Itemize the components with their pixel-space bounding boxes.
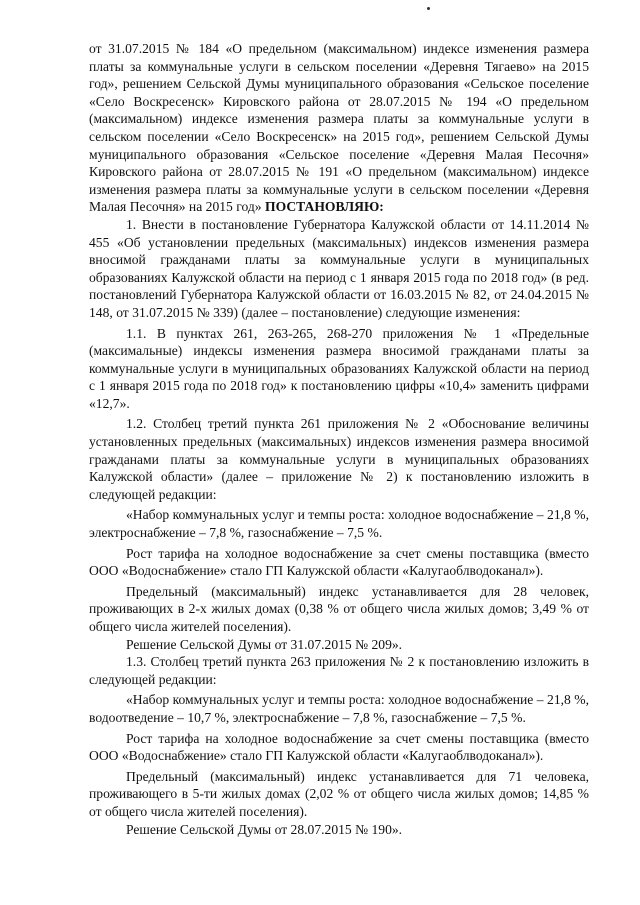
- clause-1-3: 1.3. Столбец третий пункта 263 приложения № 2 к постановлению изложить в следующей редакции:: [89, 654, 589, 687]
- quote-2-decision: Решение Сельской Думы от 28.07.2015 № 190».: [126, 821, 403, 837]
- scan-speck: [427, 7, 430, 10]
- quote-2-tariff: Рост тарифа на холодное водоснабжение за счет смены поставщика (вместо ООО «Водоснабжение» стало ГП Калужской области «Калугаоблводоканал»).: [89, 730, 589, 764]
- intro-paragraph: [89, 40, 589, 216]
- intro-text: от 31.07.2015 № 184 «О предельном (максимальном) индексе изменения размера платы за коммунальные услуги в сельском поселении «Деревня Тягаево» на 2015 год», решением Сельской Думы муниципального образования «Сельское поселение «Село Воскресенск» Кировского района от 28.07.2015 № 194 «О предельном (максимальном) индексе изменения размера платы за коммунальные услуги в сельском поселении «Село Воскресенск» на 2015 год», решением Сельской Думы муниципального образования «Сельское поселение «Деревня Малая Песочня» Кировского района от 28.07.2015 № 191 «О предельном (максимальном) индексе изменения размера платы за коммунальные услуги в сельском поселении «Деревня Малая Песочня» на 2015 год»: [89, 41, 589, 215]
- quote-1-index: Предельный (максимальный) индекс устанавливается для 28 человек, проживающих в 2-х жилых домах (0,38 % от общего числа жилых домов; 3,49 % от общего числа жителей поселения).: [89, 583, 589, 634]
- quote-1-services: «Набор коммунальных услуг и темпы роста: холодное водоснабжение – 21,8 %, электроснабжение – 7,8 %, газоснабжение – 7,5 %.: [89, 507, 589, 541]
- clause-1-1: 1.1. В пунктах 261, 263-265, 268-270 приложения № 1 «Предельные (максимальные) индексы изменения размера вносимой гражданами платы за коммунальные услуги в муниципальных образованиях Калужской области на период с 1 января 2015 года по 2018 год» к постановлению цифры «10,4» заменить цифрами «12,7».: [89, 325, 589, 411]
- clause-1: 1. Внести в постановление Губернатора Калужской области от 14.11.2014 № 455 «Об установлении предельных (максимальных) индексов изменения размера вносимой гражданами платы за коммунальные услуги в муниципальных образованиях Калужской области на период с 1 января 2015 года по 2018 год» (в ред. постановлений Губернатора Калужской области от 16.03.2015 № 82, от 24.04.2015 № 148, от 31.07.2015 № 339) (далее – постановление) следующие изменения:: [89, 216, 589, 320]
- quote-2-services: «Набор коммунальных услуг и темпы роста: холодное водоснабжение – 21,8 %, водоотведение – 10,7 %, электроснабжение – 7,8 %, газоснабжение – 7,5 %.: [89, 692, 589, 725]
- resolution-keyword: ПОСТАНОВЛЯЮ:: [265, 199, 384, 215]
- clause-1-2: 1.2. Столбец третий пункта 261 приложения № 2 «Обоснование величины установленных предельных (максимальных) индексов изменения размера вносимой гражданами платы за коммунальные услуги в муниципальных образованиях Калужской области» (далее – приложение № 2) к постановлению изложить в следующей редакции:: [89, 416, 589, 502]
- quote-1-tariff: Рост тарифа на холодное водоснабжение за счет смены поставщика (вместо ООО «Водоснабжение» стало ГП Калужской области «Калугаоблводоканал»).: [89, 545, 589, 579]
- quote-1-decision: Решение Сельской Думы от 31.07.2015 № 209».: [126, 636, 403, 652]
- document-page: [89, 40, 589, 838]
- quote-2-index: Предельный (максимальный) индекс устанавливается для 71 человека, проживающего в 5-ти жилых домах (2,02 % от общего числа жилых домов; 14,85 % от общего числа жителей поселения).: [89, 768, 589, 819]
